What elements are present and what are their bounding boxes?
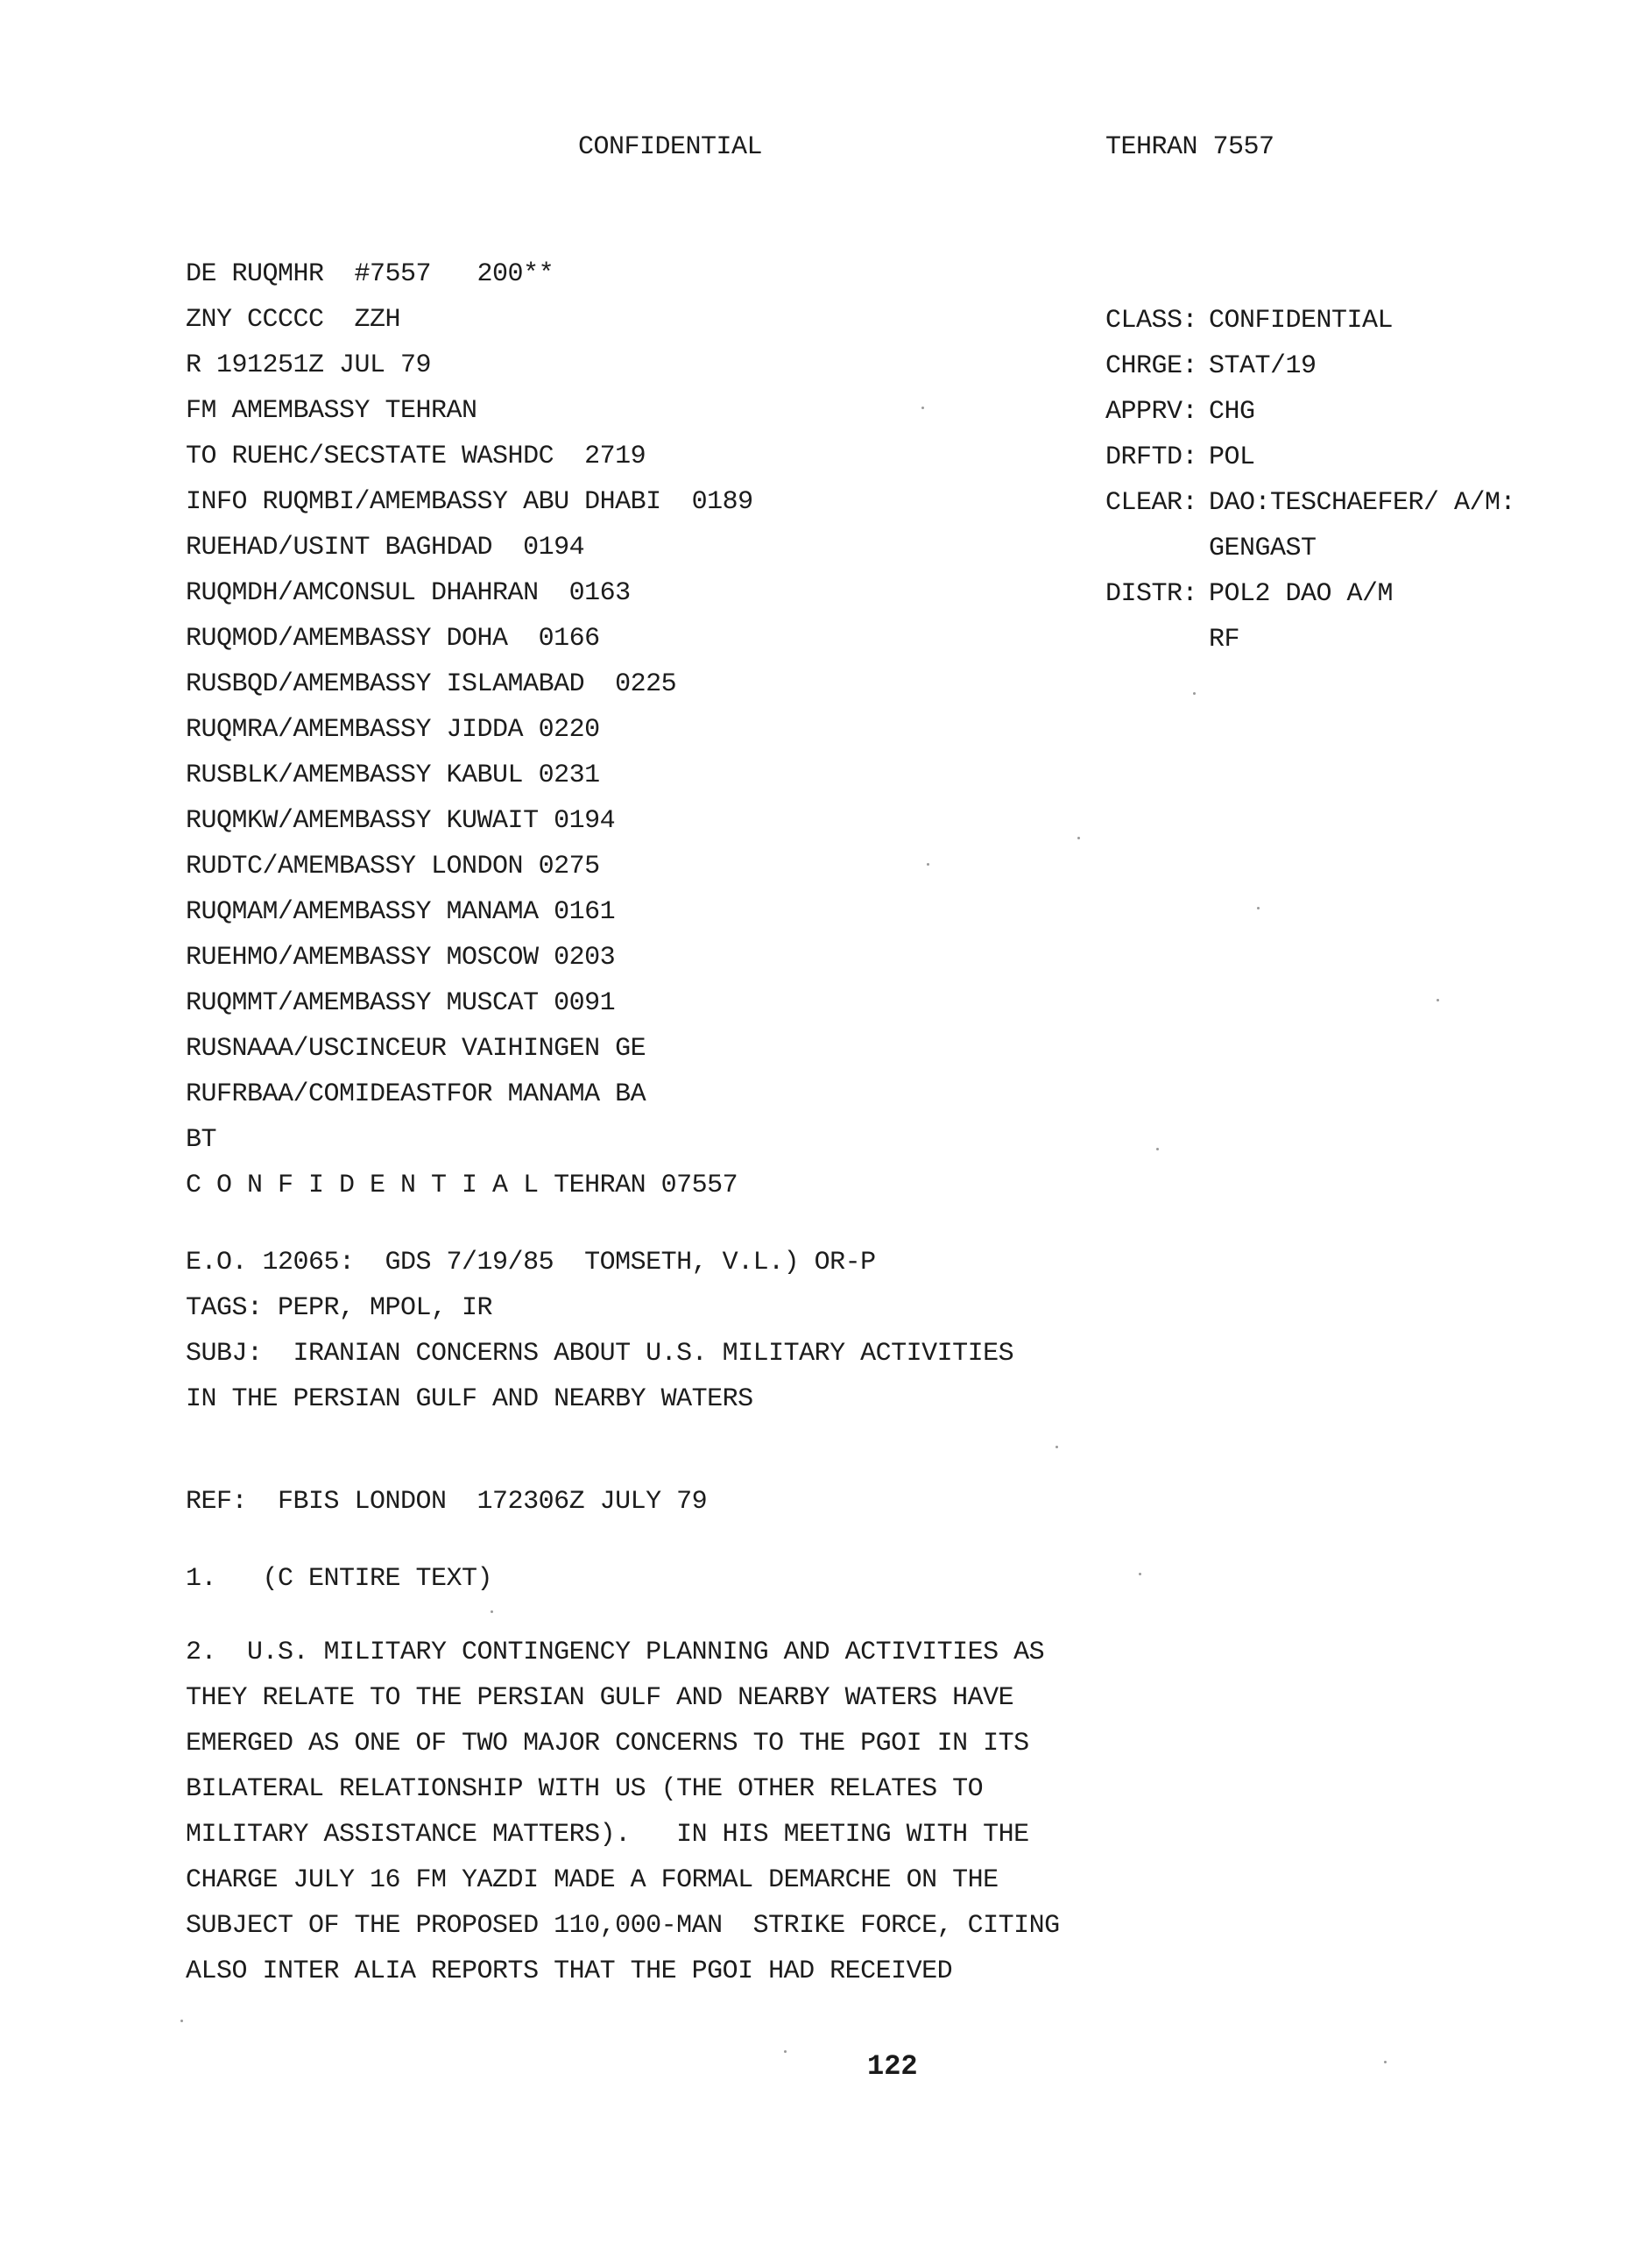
meta-row-distr-continued <box>1105 617 1515 662</box>
scan-speck <box>1156 1148 1159 1150</box>
routing-line: RUSNAAA/USCINCEUR VAIHINGEN GE <box>186 1034 646 1064</box>
subject-line: SUBJ: IRANIAN CONCERNS ABOUT U.S. MILITARY ACTIVITIES <box>186 1339 1014 1369</box>
reference-block <box>186 1479 707 1525</box>
page-number: 122 <box>867 2050 918 2083</box>
routing-line-classification: C O N F I D E N T I A L TEHRAN 07557 <box>186 1171 738 1200</box>
meta-label: CLEAR: <box>1105 488 1198 518</box>
paragraph-2-line: CHARGE JULY 16 FM YAZDI MADE A FORMAL DEMARCHE ON THE <box>186 1865 999 1895</box>
routing-line: RUFRBAA/COMIDEASTFOR MANAMA BA <box>186 1079 646 1109</box>
meta-value: RF <box>1209 625 1240 655</box>
scan-speck <box>1139 1573 1141 1575</box>
routing-line: RUSBQD/AMEMBASSY ISLAMABAD 0225 <box>186 669 677 699</box>
paragraph-2-line: BILATERAL RELATIONSHIP WITH US (THE OTHER RELATES TO <box>186 1774 984 1804</box>
meta-row-clear-continued <box>1105 526 1515 571</box>
meta-row-apprv <box>1105 389 1515 435</box>
routing-line: RUEHMO/AMEMBASSY MOSCOW 0203 <box>186 943 616 973</box>
routing-line: RUQMKW/AMEMBASSY KUWAIT 0194 <box>186 806 616 836</box>
routing-line: RUEHAD/USINT BAGHDAD 0194 <box>186 533 585 563</box>
routing-line: RUQMRA/AMEMBASSY JIDDA 0220 <box>186 715 600 745</box>
routing-block <box>186 251 753 1208</box>
scan-speck <box>1055 1446 1058 1448</box>
scan-speck <box>1077 837 1080 839</box>
scan-speck <box>1193 692 1196 695</box>
meta-value: POL <box>1209 442 1255 472</box>
tags-line: TAGS: PEPR, MPOL, IR <box>186 1293 493 1323</box>
paragraph-2-line: ALSO INTER ALIA REPORTS THAT THE PGOI HAD RECEIVED <box>186 1956 953 1986</box>
routing-line: RUQMAM/AMEMBASSY MANAMA 0161 <box>186 897 616 927</box>
routing-line: R 191251Z JUL 79 <box>186 350 432 380</box>
scan-speck <box>491 1610 493 1613</box>
meta-label: CLASS: <box>1105 306 1198 336</box>
meta-row-clear <box>1105 480 1515 526</box>
routing-line: DE RUQMHR #7557 200** <box>186 259 554 289</box>
meta-row-drftd <box>1105 435 1515 480</box>
meta-row-class <box>1105 298 1515 343</box>
reference-line: REF: FBIS LONDON 172306Z JULY 79 <box>186 1487 708 1517</box>
meta-value: POL2 DAO A/M <box>1209 579 1394 609</box>
scan-speck <box>784 2050 787 2053</box>
routing-line: RUDTC/AMEMBASSY LONDON 0275 <box>186 852 600 881</box>
paragraph-2-line: 2. U.S. MILITARY CONTINGENCY PLANNING AND ACTIVITIES AS <box>186 1638 1045 1667</box>
routing-line: ZNY CCCCC ZZH <box>186 305 401 335</box>
routing-line: RUSBLK/AMEMBASSY KABUL 0231 <box>186 761 600 790</box>
meta-label: APPRV: <box>1105 397 1198 427</box>
scan-speck <box>1384 2061 1387 2063</box>
routing-line: RUQMOD/AMEMBASSY DOHA 0166 <box>186 624 600 654</box>
scan-speck <box>1257 907 1260 909</box>
meta-row-distr <box>1105 571 1515 617</box>
telegram-metadata <box>1105 298 1515 662</box>
meta-label: DRFTD: <box>1105 442 1198 472</box>
header-telegram-ref: TEHRAN 7557 <box>1105 132 1274 162</box>
meta-label: DISTR: <box>1105 579 1198 609</box>
meta-value: DAO:TESCHAEFER/ A/M: <box>1209 488 1516 518</box>
meta-value: CONFIDENTIAL <box>1209 306 1394 336</box>
paragraph-2 <box>186 1630 1060 1994</box>
meta-label: CHRGE: <box>1105 351 1198 381</box>
paragraph-1 <box>186 1556 492 1602</box>
paragraph-2-line: EMERGED AS ONE OF TWO MAJOR CONCERNS TO THE PGOI IN ITS <box>186 1729 1029 1758</box>
eo-tags-block <box>186 1240 1013 1422</box>
meta-row-chrge <box>1105 343 1515 389</box>
scan-speck <box>927 863 929 866</box>
routing-line: BT <box>186 1125 217 1155</box>
routing-line: RUQMDH/AMCONSUL DHAHRAN 0163 <box>186 578 631 608</box>
header-classification: CONFIDENTIAL <box>578 132 763 162</box>
subject-line-continued: IN THE PERSIAN GULF AND NEARBY WATERS <box>186 1384 753 1414</box>
routing-line: TO RUEHC/SECSTATE WASHDC 2719 <box>186 442 646 471</box>
meta-value: CHG <box>1209 397 1255 427</box>
scan-speck <box>921 407 924 409</box>
meta-value: STAT/19 <box>1209 351 1317 381</box>
paragraph-2-line: SUBJECT OF THE PROPOSED 110,000-MAN STRIKE FORCE, CITING <box>186 1911 1060 1941</box>
scan-speck <box>180 2020 183 2022</box>
paragraph-2-line: MILITARY ASSISTANCE MATTERS). IN HIS MEETING WITH THE <box>186 1820 1029 1850</box>
paragraph-2-line: THEY RELATE TO THE PERSIAN GULF AND NEARBY WATERS HAVE <box>186 1683 1014 1713</box>
meta-value: GENGAST <box>1209 534 1317 563</box>
scan-speck <box>1437 999 1439 1001</box>
eo-line: E.O. 12065: GDS 7/19/85 TOMSETH, V.L.) OR-P <box>186 1248 876 1277</box>
routing-line: RUQMMT/AMEMBASSY MUSCAT 0091 <box>186 988 616 1018</box>
paragraph-1-text: 1. (C ENTIRE TEXT) <box>186 1564 493 1594</box>
routing-line: FM AMEMBASSY TEHRAN <box>186 396 477 426</box>
routing-line: INFO RUQMBI/AMEMBASSY ABU DHABI 0189 <box>186 487 753 517</box>
